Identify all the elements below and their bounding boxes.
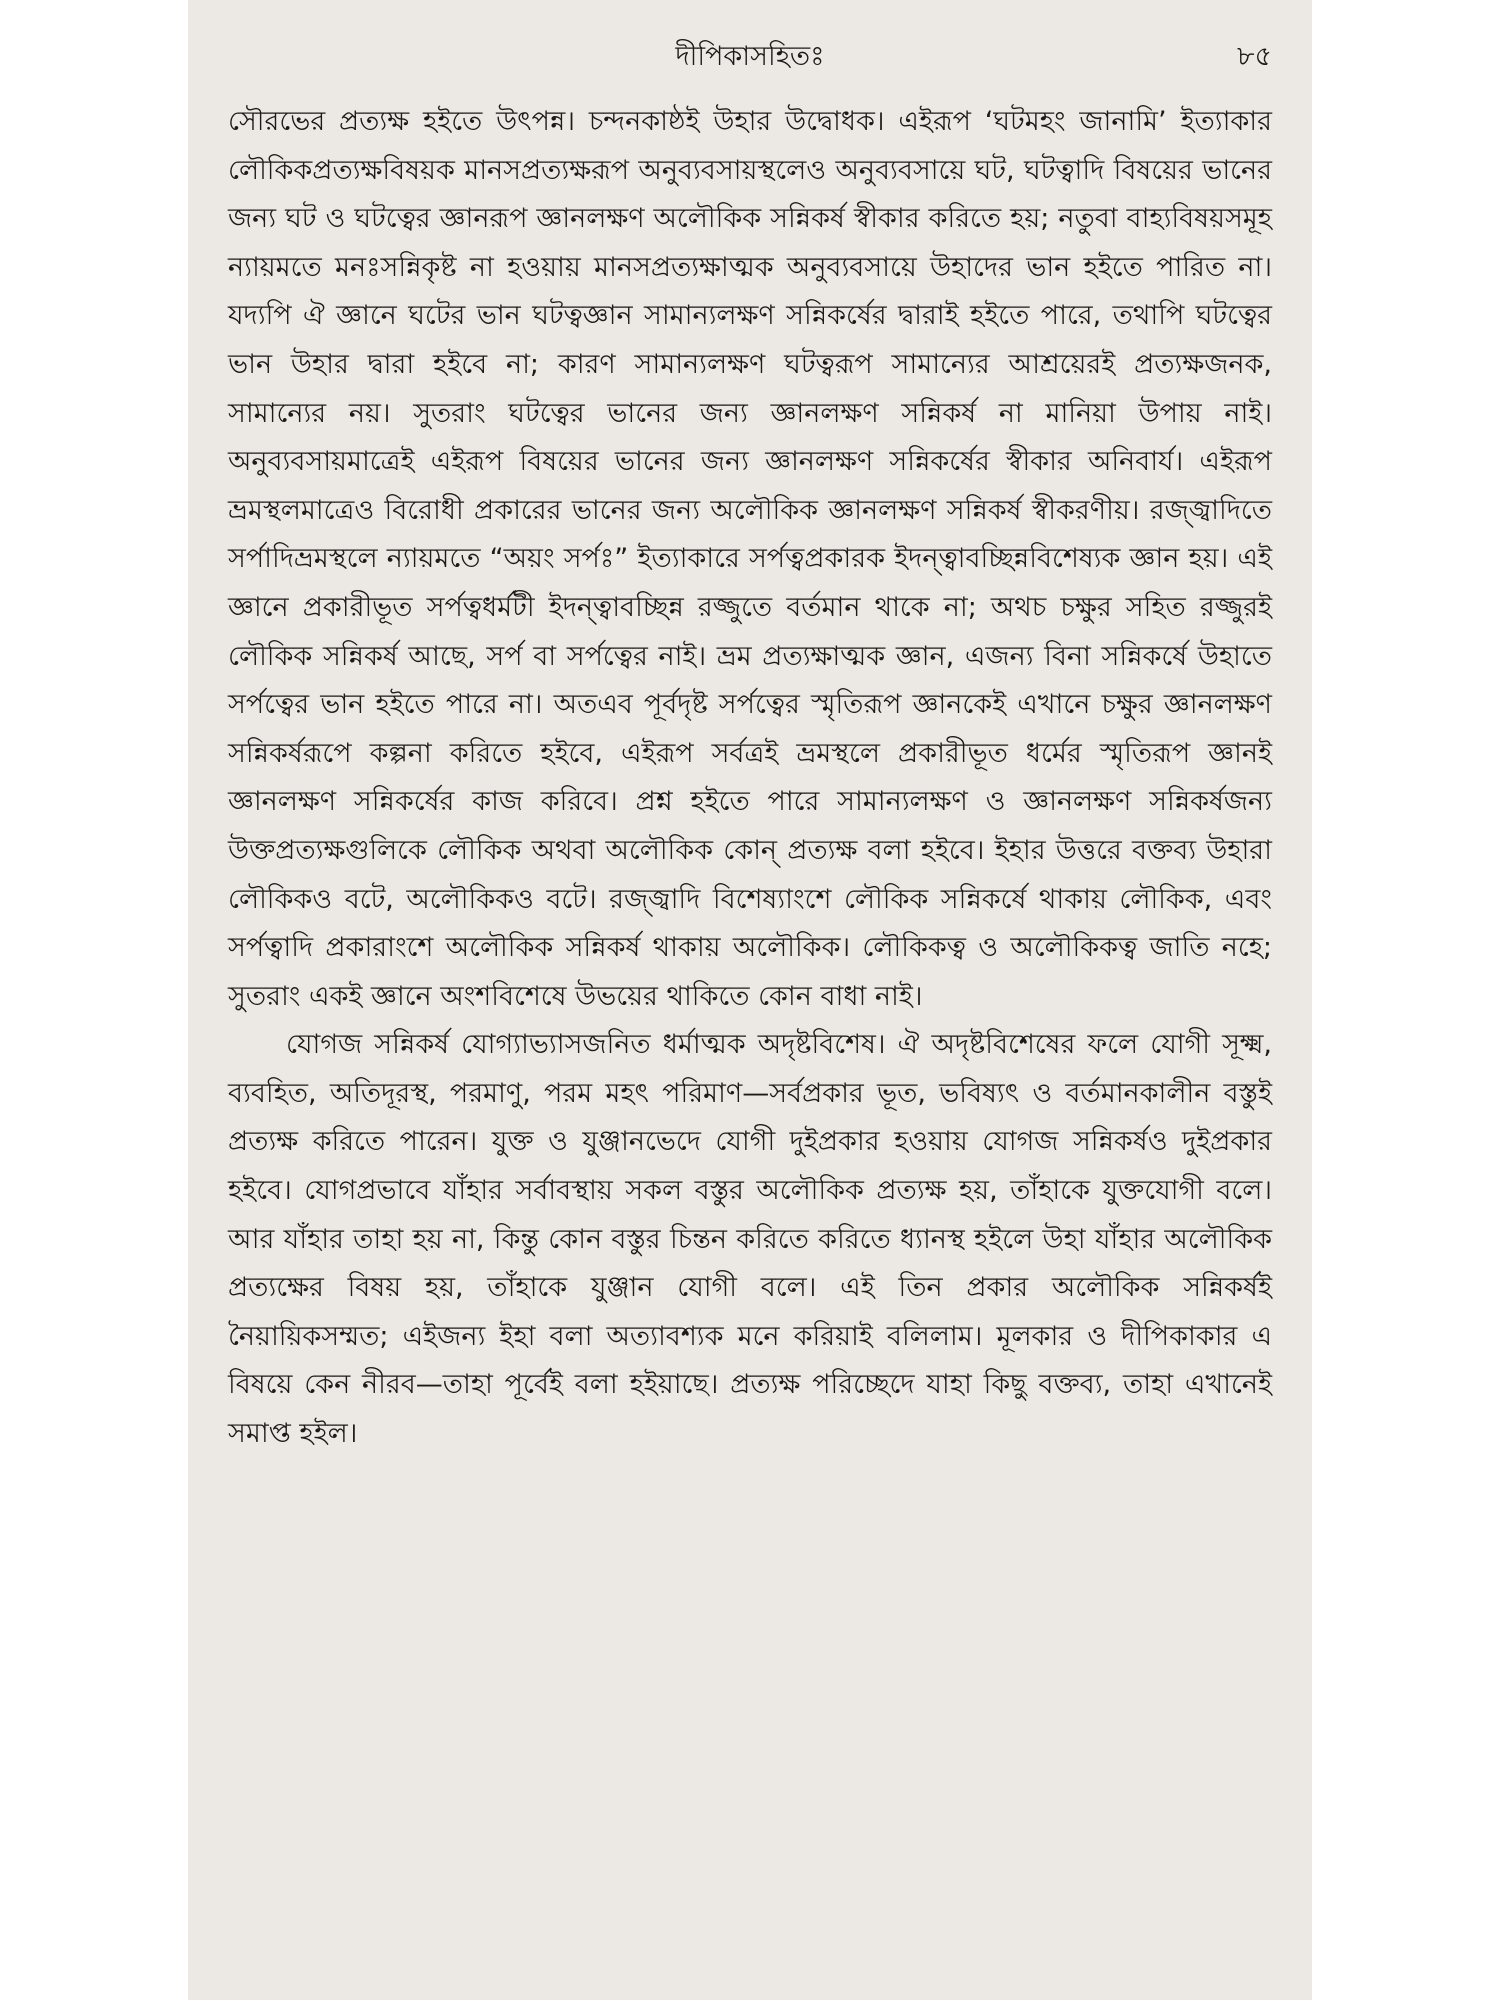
- running-title: দীপিকাসহিতঃ: [675, 41, 825, 72]
- book-page: [188, 0, 1312, 2000]
- body-text: [228, 98, 1272, 1459]
- page-number: ৮৫: [1236, 41, 1272, 72]
- paragraph-1: সৌরভের প্রত্যক্ষ হইতে উৎপন্ন। চন্দনকাষ্ঠই উহার উদ্বোধক। এইরূপ ‘ঘটমহং জানামি’ ইত্যাকার লৌকিকপ্রত্যক্ষবিষয়ক মানসপ্রত্যক্ষরূপ অনুব্যবসায়স্থলেও অনুব্যবসায়ে ঘট, ঘটত্বাদি বিষয়ের ভানের জন্য ঘট ও ঘটত্বের জ্ঞানরূপ জ্ঞানলক্ষণ অলৌকিক সন্নিকর্ষ স্বীকার করিতে হয়; নতুবা বাহ্যবিষয়সমূহ ন্যায়মতে মনঃসন্নিকৃষ্ট না হওয়ায় মানসপ্রত্যক্ষাত্মক অনুব্যবসায়ে উহাদের ভান হইতে পারিত না। যদ্যপি ঐ জ্ঞানে ঘটের ভান ঘটত্বজ্ঞান সামান্যলক্ষণ সন্নিকর্ষের দ্বারাই হইতে পারে, তথাপি ঘটত্বের ভান উহার দ্বারা হইবে না; কারণ সামান্যলক্ষণ ঘটত্বরূপ সামান্যের আশ্রয়েরই প্রত্যক্ষজনক, সামান্যের নয়। সুতরাং ঘটত্বের ভানের জন্য জ্ঞানলক্ষণ সন্নিকর্ষ না মানিয়া উপায় নাই। অনুব্যবসায়মাত্রেই এইরূপ বিষয়ের ভানের জন্য জ্ঞানলক্ষণ সন্নিকর্ষের স্বীকার অনিবার্য। এইরূপ ভ্রমস্থলমাত্রেও বিরোধী প্রকারের ভানের জন্য অলৌকিক জ্ঞানলক্ষণ সন্নিকর্ষ স্বীকরণীয়। রজ্জ্বাদিতে সর্পাদিভ্রমস্থলে ন্যায়মতে “অয়ং সর্পঃ” ইত্যাকারে সর্পত্বপ্রকারক ইদন্ত্বাবচ্ছিন্নবিশেষ্যক জ্ঞান হয়। এই জ্ঞানে প্রকারীভূত সর্পত্বধর্মটী ইদন্ত্বাবচ্ছিন্ন রজ্জুতে বর্তমান থাকে না; অথচ চক্ষুর সহিত রজ্জুরই লৌকিক সন্নিকর্ষ আছে, সর্প বা সর্পত্বের নাই। ভ্রম প্রত্যক্ষাত্মক জ্ঞান, এজন্য বিনা সন্নিকর্ষে উহাতে সর্পত্বের ভান হইতে পারে না। অতএব পূর্বদৃষ্ট সর্পত্বের স্মৃতিরূপ জ্ঞানকেই এখানে চক্ষুর জ্ঞানলক্ষণ সন্নিকর্ষরূপে কল্পনা করিতে হইবে, এইরূপ সর্বত্রই ভ্রমস্থলে প্রকারীভূত ধর্মের স্মৃতিরূপ জ্ঞানই জ্ঞানলক্ষণ সন্নিকর্ষের কাজ করিবে। প্রশ্ন হইতে পারে সামান্যলক্ষণ ও জ্ঞানলক্ষণ সন্নিকর্ষজন্য উক্তপ্রত্যক্ষগুলিকে লৌকিক অথবা অলৌকিক কোন্ প্রত্যক্ষ বলা হইবে। ইহার উত্তরে বক্তব্য উহারা লৌকিকও বটে, অলৌকিকও বটে। রজ্জ্বাদি বিশেষ্যাংশে লৌকিক সন্নিকর্ষে থাকায় লৌকিক, এবং সর্পত্বাদি প্রকারাংশে অলৌকিক সন্নিকর্ষ থাকায় অলৌকিক। লৌকিকত্ব ও অলৌকিকত্ব জাতি নহে; সুতরাং একই জ্ঞানে অংশবিশেষে উভয়ের থাকিতে কোন বাধা নাই।: [228, 106, 1272, 1012]
- running-head: [228, 22, 1272, 84]
- paragraph-2: যোগজ সন্নিকর্ষ যোগ্যাভ্যাসজনিত ধর্মাত্মক অদৃষ্টবিশেষ। ঐ অদৃষ্টবিশেষের ফলে যোগী সূক্ষ্ম, ব্যবহিত, অতিদূরস্থ, পরমাণু, পরম মহৎ পরিমাণ—সর্বপ্রকার ভূত, ভবিষ্যৎ ও বর্তমানকালীন বস্তুই প্রত্যক্ষ করিতে পারেন। যুক্ত ও যুঞ্জানভেদে যোগী দুইপ্রকার হওয়ায় যোগজ সন্নিকর্ষও দুইপ্রকার হইবে। যোগপ্রভাবে যাঁহার সর্বাবস্থায় সকল বস্তুর অলৌকিক প্রত্যক্ষ হয়, তাঁহাকে যুক্তযোগী বলে। আর যাঁহার তাহা হয় না, কিন্তু কোন বস্তুর চিন্তন করিতে করিতে ধ্যানস্থ হইলে উহা যাঁহার অলৌকিক প্রত্যক্ষের বিষয় হয়, তাঁহাকে যুঞ্জান যোগী বলে। এই তিন প্রকার অলৌকিক সন্নিকর্ষই নৈয়ায়িকসম্মত; এইজন্য ইহা বলা অত্যাবশ্যক মনে করিয়াই বলিলাম। মূলকার ও দীপিকাকার এ বিষয়ে কেন নীরব—তাহা পূর্বেই বলা হইয়াছে। প্রত্যক্ষ পরিচ্ছেদে যাহা কিছু বক্তব্য, তাহা এখানেই সমাপ্ত হইল।: [228, 1029, 1272, 1450]
